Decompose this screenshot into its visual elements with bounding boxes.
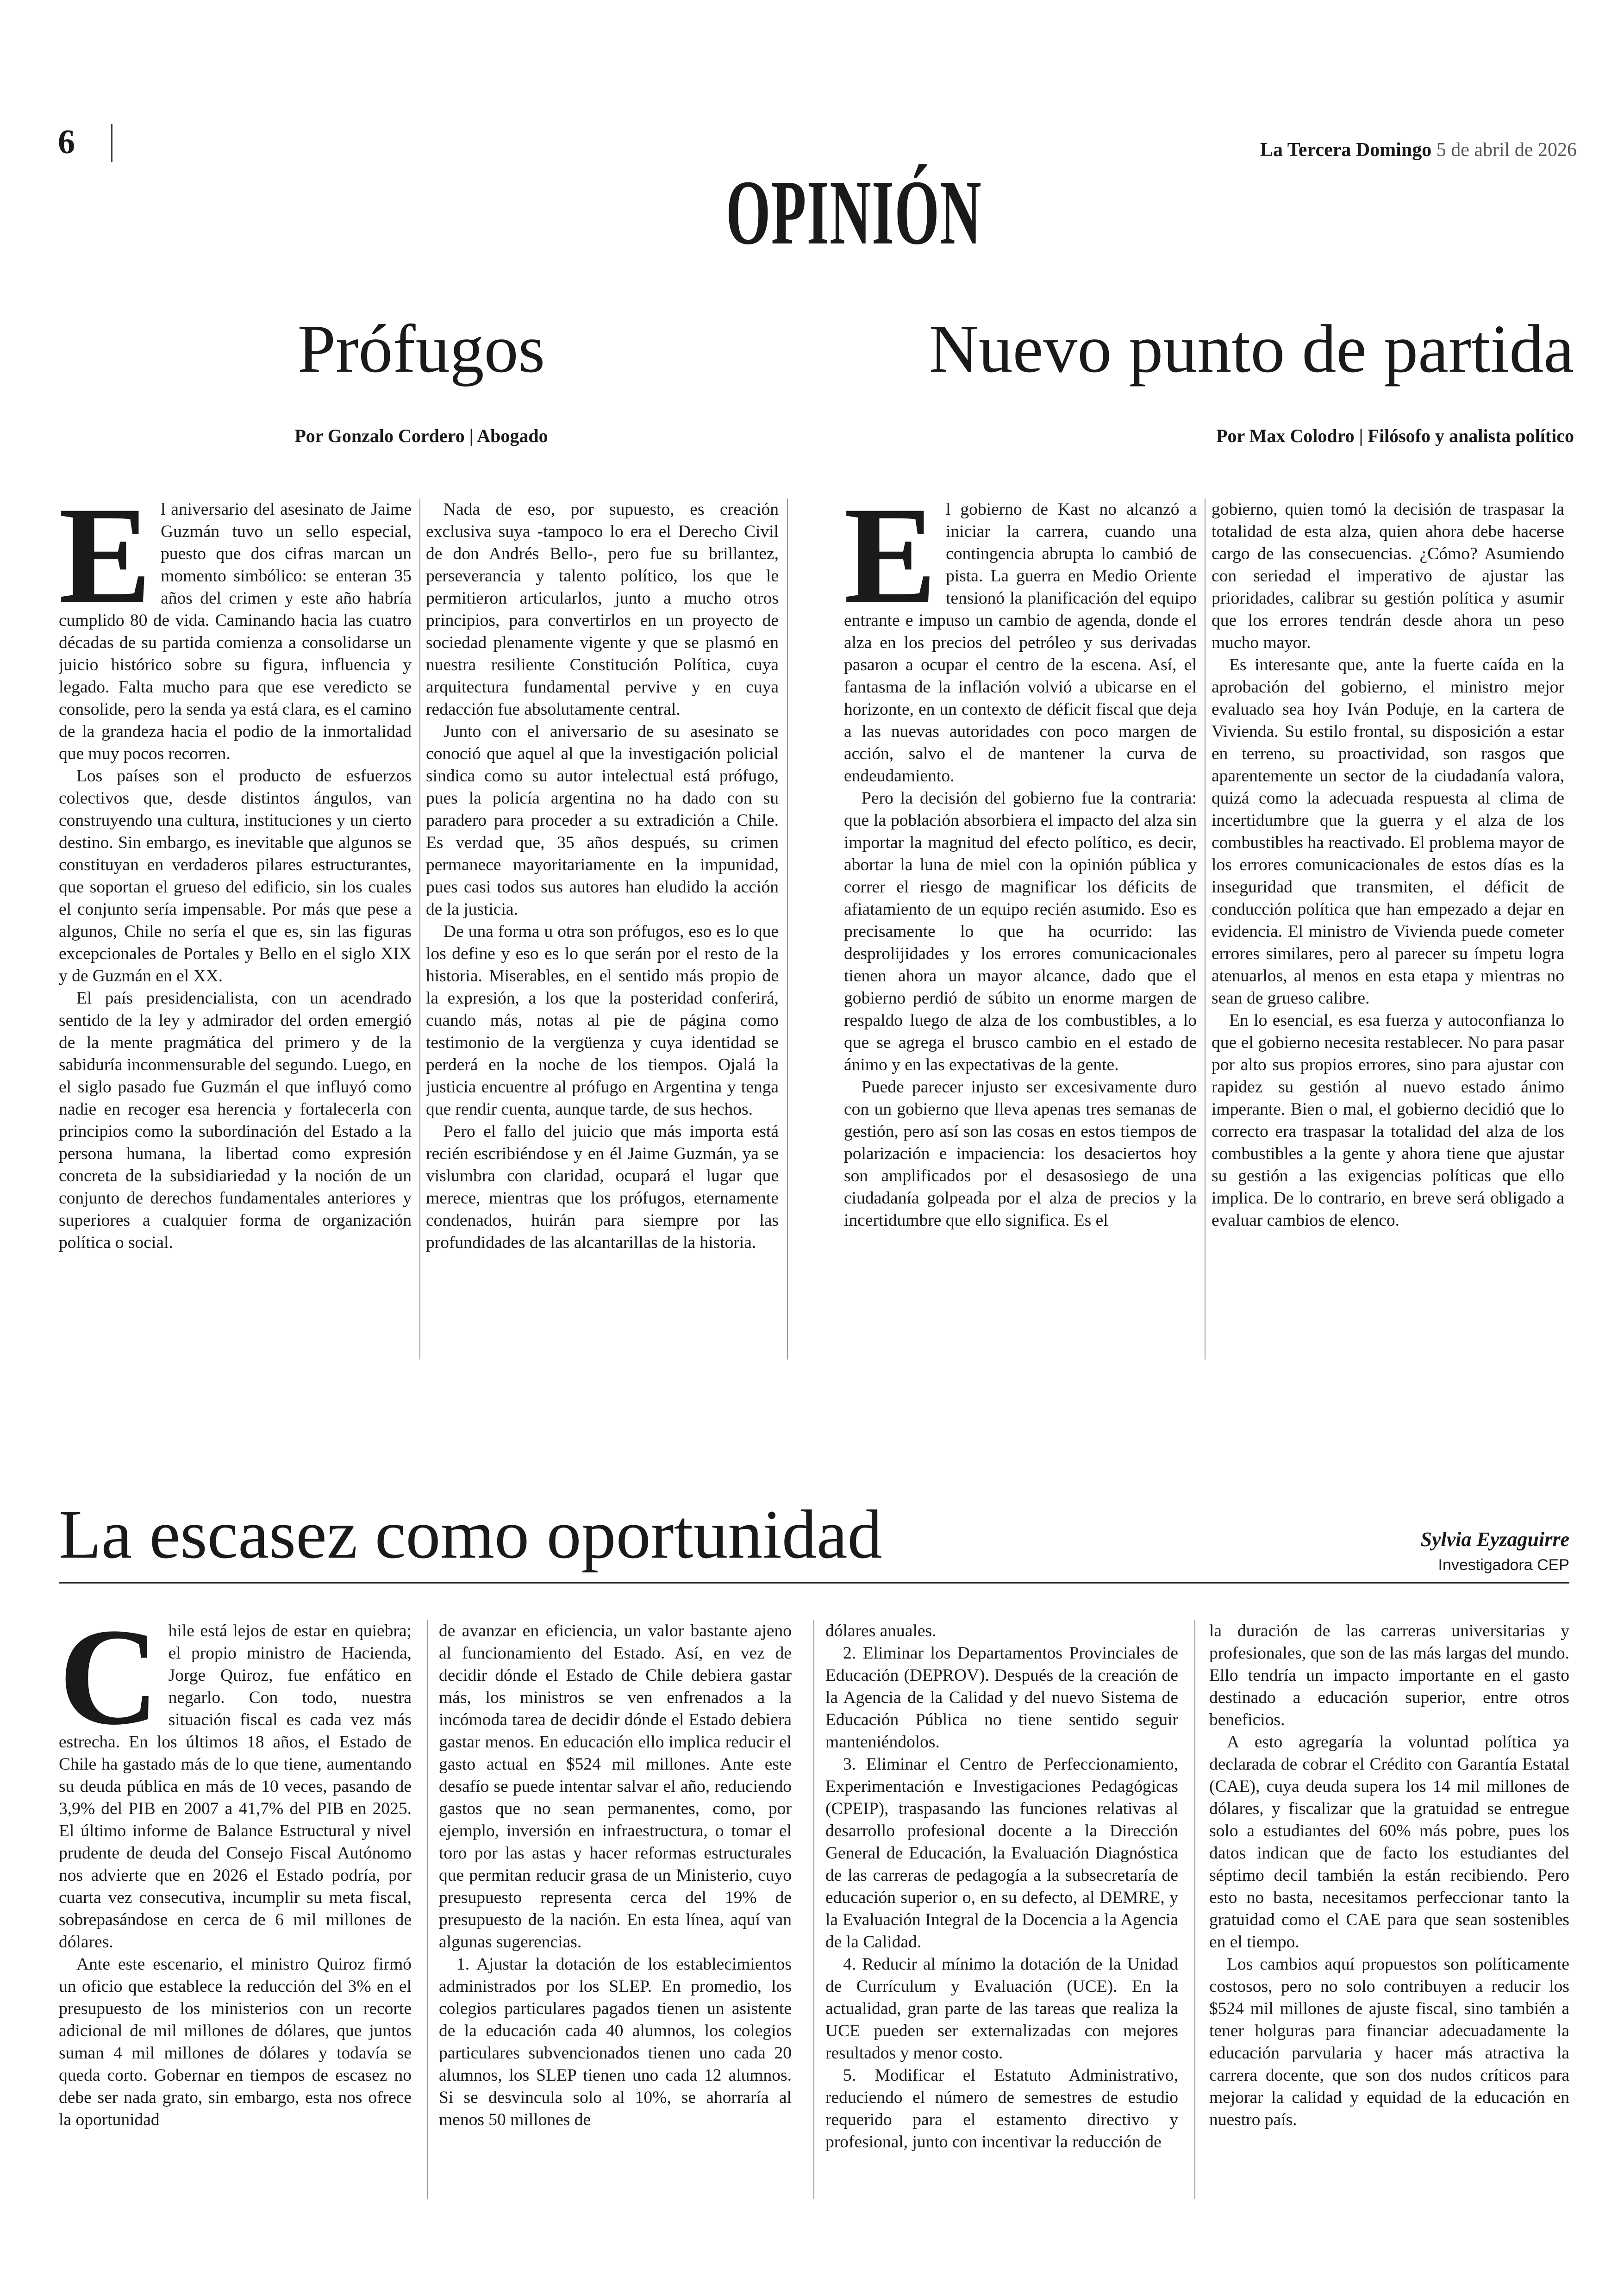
paragraph: 3. Eliminar el Centro de Perfeccionamiento, Experimentación e Investigaciones Pedagógicas (CPEIP), traspasando las funciones relativas al desarrollo profesional docente a la Dirección General de Educación, la Evaluación Diagnóstica de las carreras de pedagogía a la subsecretaría de educación superior o, en su defecto, al DEMRE, y la Evaluación Integral de la Docencia a la Agencia de la Calidad. bbox=[825, 1755, 1178, 1952]
paragraph: En lo esencial, es esa fuerza y autoconfianza lo que el gobierno necesita restablecer. No para pasar por alto sus propios errores, sino para ajustar con rapidez su gestión al nuevo estado ánimo imperante. Bien o mal, el gobierno decidió que lo correcto era traspasar la totalidad del alza de los combustibles a la gente y ahora tiene que ajustar su gestión a las exigencias políticas que ello implica. De lo contrario, en breve será obligado a evaluar cambios de elenco. bbox=[1212, 1011, 1564, 1230]
paragraph: De una forma u otra son prófugos, eso es lo que los define y eso es lo que serán por el resto de la historia. Miserables, en el sentido más propio de la expresión, a los que la posteridad conferirá, cuando más, notas al pie de página como testimonio de la vergüenza y cuya identidad se perderá en la noche de los tiempos. Ojalá la justicia encuentre al prófugo en Argentina y tenga que rendir cuenta, aunque tarde, de sus hechos. bbox=[426, 922, 779, 1119]
article1-byline: Por Gonzalo Cordero | Abogado bbox=[294, 425, 548, 446]
paragraph: 1. Ajustar la dotación de los establecimientos administrados por los SLEP. En promedio, los colegios particulares pagados tienen un asistente de la educación cada 40 alumnos, los colegios particulares subvencionados tienen uno cada 20 alumnos, los SLEP tienen uno cada 12 alumnos. Si se desvincula solo al 10%, se ahorraría al menos 50 millones de bbox=[439, 1955, 792, 2129]
column-divider bbox=[1194, 1620, 1195, 2199]
paragraph: la duración de las carreras universitarias y profesionales, que son de las más largas del mundo. Ello tendría un impacto importante en el gasto destinado a educación superior, entre otros beneficios. bbox=[1209, 1621, 1569, 1729]
column-divider bbox=[813, 1620, 814, 2199]
masthead bbox=[1260, 139, 1577, 161]
article1-column-1 bbox=[59, 499, 412, 1364]
article2-column-2 bbox=[1212, 499, 1564, 1364]
paragraph: l gobierno de Kast no alcanzó a iniciar la carrera, cuando una contingencia abrupta lo cambió de pista. La guerra en Medio Oriente tensionó la planificación del equipo entrante e impuso un cambio de agenda, donde el alza en los precios del petróleo y sus derivadas pasaron a ocupar el centro de la escena. Así, el fantasma de la inflación volvió a ubicarse en el horizonte, en un contexto de déficit fiscal que deja a las nuevas autoridades con poco margen de acción, salvo el de mantener la curva de endeudamiento. bbox=[844, 500, 1197, 786]
article3-column-3 bbox=[825, 1620, 1178, 2203]
paragraph: El país presidencialista, con un acendrado sentido de la ley y admirador del orden emergió de la mente pragmática del primero y de la sabiduría inconmensurable del segundo. Luego, en el siglo pasado fue Guzmán el que influyó como nadie en recoger esa herencia y fortalecerla con principios como la subordinación del Estado a la persona humana, la libertad como expresión concreta de la subsidiariedad y la noción de un conjunto de derechos fundamentales anteriores y superiores a cualquier forma de organización política o social. bbox=[59, 989, 412, 1252]
article1-title: Prófugos bbox=[297, 311, 545, 387]
article3-column-2 bbox=[439, 1620, 792, 2203]
paragraph: 2. Eliminar los Departamentos Provinciales de Educación (DEPROV). Después de la creación de la Agencia de la Calidad y del nuevo Sistema de Educación Pública no tiene sentido seguir manteniéndolos. bbox=[825, 1644, 1178, 1752]
page-number-divider bbox=[111, 124, 112, 162]
paragraph: Los países son el producto de esfuerzos colectivos que, desde distintos ángulos, van construyendo una cultura, instituciones y un cierto destino. Sin embargo, es inevitable que algunos se constituyan en verdaderos pilares estructurantes, que soportan el grueso del edificio, sin los cuales el conjunto sería impensable. Por más que pese a algunos, Chile no sería el que es, sin las figuras excepcionales de Portales y Bello en el siglo XIX y de Guzmán en el XX. bbox=[59, 767, 412, 985]
column-divider bbox=[427, 1620, 428, 2199]
article2-column-1 bbox=[844, 499, 1197, 1364]
article3-column-1 bbox=[59, 1620, 412, 2203]
article2-byline: Por Max Colodro | Filósofo y analista político bbox=[1216, 425, 1574, 446]
column-divider bbox=[787, 499, 788, 1360]
paragraph: Pero la decisión del gobierno fue la contraria: que la población absorbiera el impacto del alza sin importar la magnitud del efecto político, es decir, abortar la luna de miel con la opinión pública y correr el riesgo de magnificar los déficits de afiatamiento de un equipo recién asumido. Eso es precisamente lo que ha ocurrido: las desprolijidades y los errores comunicacionales tienen ahora un mayor alcance, dado que el gobierno perdió de súbito un enorme margen de respaldo luego de alza de los combustibles, a lo que se agrega el brusco cambio en el estado de ánimo y en las expectativas de la gente. bbox=[844, 789, 1197, 1074]
article3-column-4 bbox=[1209, 1620, 1569, 2203]
article2-dropcap: E bbox=[844, 499, 937, 632]
paragraph: l aniversario del asesinato de Jaime Guzmán tuvo un sello especial, puesto que dos cifras marcan un momento simbólico: se enteran 35 años del crimen y este año habría cumplido 80 de vida. Caminando hacia las cuatro décadas de su partida comienza a consolidarse un juicio histórico sobre su figura, influencia y legado. Falta mucho para que ese veredicto se consolide, pero la senda ya está clara, es el camino de la grandeza hacia el podio de la inmortalidad que muy pocos recorren. bbox=[59, 500, 412, 763]
column-divider bbox=[1205, 499, 1206, 1360]
article3-dropcap: C bbox=[59, 1620, 159, 1753]
paragraph: Ante este escenario, el ministro Quiroz firmó un oficio que establece la reducción del 3% en el presupuesto de los ministerios con un recorte adicional de mil millones de dólares, que juntos suman 4 mil millones de dólares y todavía se queda corto. Gobernar en tiempos de escasez no debe ser nada grato, sin embargo, esta nos ofrece la oportunidad bbox=[59, 1955, 412, 2129]
article1-dropcap: E bbox=[59, 499, 152, 632]
paragraph: Los cambios aquí propuestos son políticamente costosos, pero no solo contribuyen a reducir los $524 mil millones de ajuste fiscal, sino también a tener holguras para financiar adecuadamente la educación parvularia y hacer más atractiva la carrera docente, que son dos nudos críticos para mejorar la calidad y equidad de la educación en nuestro país. bbox=[1209, 1955, 1569, 2129]
column-divider bbox=[419, 499, 420, 1360]
paragraph: 5. Modificar el Estatuto Administrativo, reduciendo el número de semestres de estudio requerido para el estamento directivo y profesional, junto con incentivar la reducción de bbox=[825, 2066, 1178, 2152]
paragraph: Es interesante que, ante la fuerte caída en la aprobación del gobierno, el ministro mejor evaluado sea hoy Iván Poduje, en la cartera de Vivienda. Su estilo frontal, su disposición a estar en terreno, su proactividad, son rasgos que aparentemente un sector de la ciudadanía valora, quizá como la adecuada respuesta al clima de incertidumbre que la guerra y el alza de los combustibles ha reactivado. El problema mayor de los errores comunicacionales de estos días es la inseguridad que transmiten, el déficit de conducción política que han empezado a dejar en evidencia. El ministro de Vivienda puede cometer errores similares, pero al parecer su ímpetu logra atenuarlos, al menos en esta etapa y mientras no sean de grueso calibre. bbox=[1212, 655, 1564, 1008]
publication-name: La Tercera Domingo bbox=[1260, 139, 1432, 161]
publication-date: 5 de abril de 2026 bbox=[1436, 139, 1577, 161]
paragraph: de avanzar en eficiencia, un valor bastante ajeno al funcionamiento del Estado. Así, en vez de decidir dónde el Estado de Chile debiera gastar más, los ministros se ven enfrenados a la incómoda tarea de decidir dónde el Estado debiera gastar menos. En educación ello implica reducir el gasto actual en $524 mil millones. Ante este desafío se puede intentar salvar el año, reduciendo gastos que no sean permanentes, como, por ejemplo, inversión en infraestructura, o tomar el toro por las astas y hacer reformas estructurales que permitan reducir grasa de un Ministerio, cuyo presupuesto representa cerca del 19% de presupuesto de la nación. En esta línea, aquí van algunas sugerencias. bbox=[439, 1621, 792, 1952]
article3-title: La escasez como oportunidad bbox=[59, 1496, 882, 1573]
paragraph: Junto con el aniversario de su asesinato se conoció que aquel al que la investigación policial sindica como su autor intelectual está prófugo, pues la policía argentina no ha dado con su paradero para proceder a su extradición a Chile. Es verdad que, 35 años después, su crimen permanece mayoritariamente en la impunidad, pues casi todos sus autores han eludido la acción de la justicia. bbox=[426, 722, 779, 919]
article3-title-rule bbox=[59, 1582, 1569, 1584]
article3-author-role: Investigadora CEP bbox=[1438, 1556, 1569, 1574]
page-number: 6 bbox=[58, 123, 75, 161]
paragraph: Puede parecer injusto ser excesivamente duro con un gobierno que lleva apenas tres semanas de gestión, pero así son las cosas en estos tiempos de polarización e impaciencia: los desaciertos hoy son amplificados por el desasosiego de una ciudadanía golpeada por el alza de precios y la incertidumbre que ello significa. Es el bbox=[844, 1078, 1197, 1230]
article1-column-2 bbox=[426, 499, 779, 1364]
article2-title: Nuevo punto de partida bbox=[929, 311, 1574, 387]
section-title: OPINIÓN bbox=[726, 162, 982, 264]
paragraph: hile está lejos de estar en quiebra; el propio ministro de Hacienda, Jorge Quiroz, fue enfático en negarlo. Con todo, nuestra situación fiscal es cada vez más estrecha. En los últimos 18 años, el Estado de Chile ha gastado más de lo que tiene, aumentando su deuda pública en más de 10 veces, pasando de 3,9% del PIB en 2007 a 41,7% del PIB en 2025. El último informe de Balance Estructural y nivel prudente de deuda del Consejo Fiscal Autónomo nos advierte que en 2026 el Estado podría, por cuarta vez consecutiva, incumplir su meta fiscal, sobrepasándose en cerca de 6 mil millones de dólares. bbox=[59, 1621, 412, 1952]
paragraph: 4. Reducir al mínimo la dotación de la Unidad de Currículum y Evaluación (UCE). En la actualidad, gran parte de las tareas que realiza la UCE pueden ser externalizadas con mejores resultados y menor costo. bbox=[825, 1955, 1178, 2063]
paragraph: Pero el fallo del juicio que más importa está recién escribiéndose y en él Jaime Guzmán, ya se vislumbra con claridad, ocupará el lugar que merece, mientras que los prófugos, eternamente condenados, huirán para siempre por las profundidades de las alcantarillas de la historia. bbox=[426, 1122, 779, 1252]
paragraph: Nada de eso, por supuesto, es creación exclusiva suya -tampoco lo era el Derecho Civil de don Andrés Bello-, pero fue su brillantez, perseverancia y talento político, los que le permitieron articularlos, junto a mucho otros principios, para convertirlos en un proyecto de sociedad plenamente vigente y que se plasmó en nuestra resiliente Constitución Política, cuya arquitectura fundamental pervive y en cuya redacción fue absolutamente central. bbox=[426, 500, 779, 719]
paragraph: gobierno, quien tomó la decisión de traspasar la totalidad de esta alza, quien ahora debe hacerse cargo de las consecuencias. ¿Cómo? Asumiendo con seriedad el imperativo de ajustar las prioridades, calibrar su gestión política y asumir que los errores tendrán desde ahora un peso mucho mayor. bbox=[1212, 500, 1564, 652]
article3-author: Sylvia Eyzaguirre bbox=[1420, 1528, 1569, 1551]
paragraph: dólares anuales. bbox=[825, 1621, 937, 1640]
paragraph: A esto agregaría la voluntad política ya declarada de cobrar el Crédito con Garantía Estatal (CAE), cuya deuda supera los 14 mil millones de dólares, y fiscalizar que la gratuidad se entregue solo a estudiantes del 60% más pobre, pues los datos indican que de facto los estudiantes del séptimo decil también la están recibiendo. Pero esto no basta, necesitamos perfeccionar tanto la gratuidad como el CAE para que sean sostenibles en el tiempo. bbox=[1209, 1733, 1569, 1952]
